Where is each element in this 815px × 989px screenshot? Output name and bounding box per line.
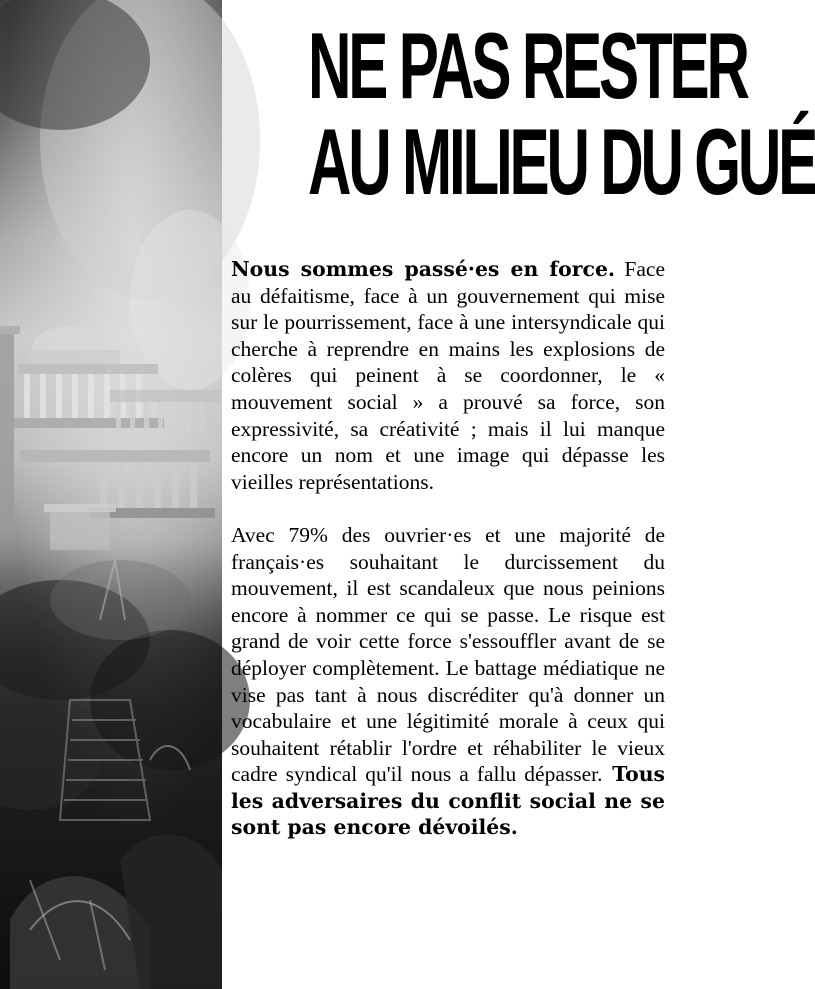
- paragraph-2-closing: Tous les adversaires du conflit social ne se sont pas encore dévoilés.: [231, 762, 665, 840]
- paragraph-2-body: Avec 79% des ouvrier·es et une majorité de français·es souhaitant le durcissement du mouvement, il est scandaleux que nous peinions encore à nommer ce qui se passe. Le risque est grand de voir cette force s'essouffler avant de se déployer complètement. Le battage médiatique ne vise pas tant à nous discréditer qu'à donner un vocabulaire et une légitimité morale à ceux qui souhaitent rétablir l'ordre et réhabiliter le vieux cadre syndical qu'il nous a fallu dépasser.: [231, 522, 665, 787]
- poster-headline: [222, 13, 815, 214]
- paragraph-1: [231, 256, 665, 495]
- illustration-drawing: [0, 0, 222, 989]
- headline-line-1: NE PAS RESTER: [308, 13, 747, 118]
- paragraph-1-body: Face au défaitisme, face à un gouvernement qui mise sur le pourrissement, face à une intersyndicale qui cherche à reprendre en mains les explosions de colères qui peinent à se coordonner, le « mouvement social » a prouvé sa force, son expressivité, sa créativité ; mais il lui manque encore un nom et une image qui dépasse les vieilles représentations.: [231, 257, 665, 494]
- paragraph-2: [231, 522, 665, 841]
- article-body: [231, 256, 665, 841]
- paragraph-1-lead: Nous sommes passé·es en force.: [231, 257, 616, 281]
- headline-line-2: AU MILIEU DU GUÉ: [308, 109, 815, 214]
- classical-city-illustration: [0, 0, 222, 989]
